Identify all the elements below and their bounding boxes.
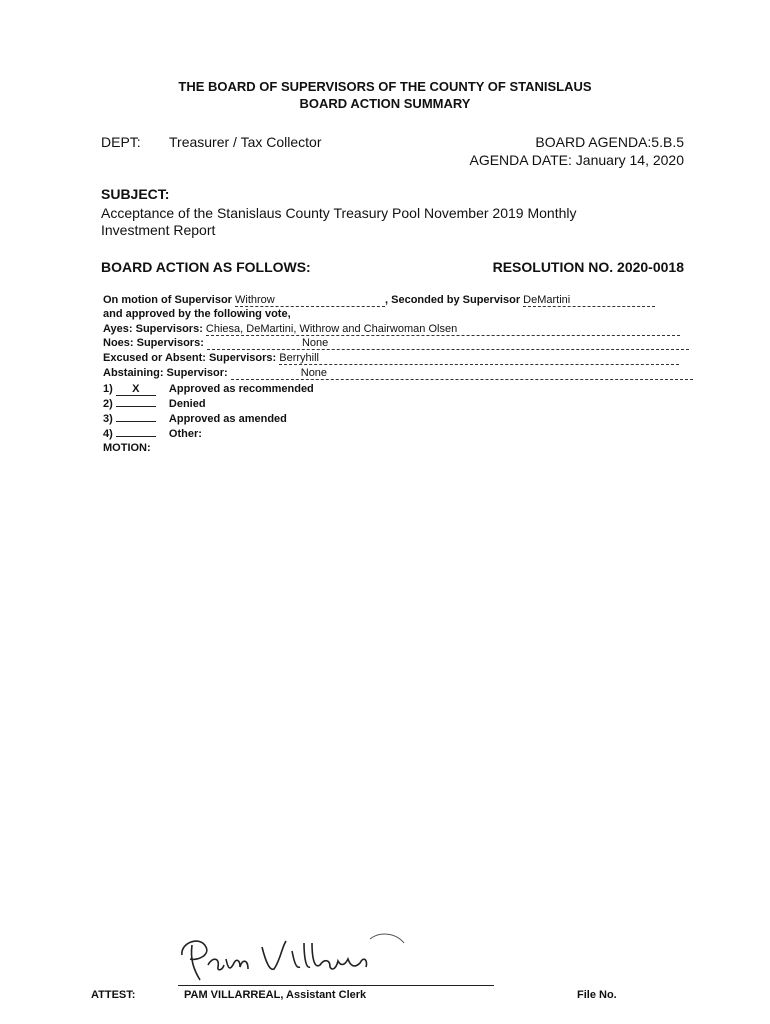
signer-name: PAM VILLARREAL, Assistant Clerk bbox=[184, 989, 367, 1001]
noes-value: None bbox=[207, 337, 689, 350]
noes-line bbox=[103, 337, 689, 350]
option-label: Other: bbox=[168, 428, 202, 440]
noes-label: Noes: Supervisors: bbox=[103, 337, 204, 349]
seconded-by: DeMartini bbox=[523, 294, 655, 307]
dept-value: Treasurer / Tax Collector bbox=[169, 134, 322, 150]
motion-line bbox=[103, 294, 655, 307]
document-subtitle: BOARD ACTION SUMMARY bbox=[299, 96, 471, 111]
option-label: Denied bbox=[168, 398, 206, 410]
subject-line-2: Investment Report bbox=[101, 222, 216, 238]
option-num: 3) bbox=[103, 413, 113, 425]
option-num: 4) bbox=[103, 428, 113, 440]
excused-line bbox=[103, 352, 679, 365]
option-mark bbox=[116, 421, 156, 422]
abstaining-line bbox=[103, 367, 693, 380]
agenda-date: AGENDA DATE: January 14, 2020 bbox=[469, 152, 684, 168]
option-mark bbox=[116, 406, 156, 407]
approved-vote-text: and approved by the following vote, bbox=[103, 308, 291, 320]
resolution-number: RESOLUTION NO. 2020-0018 bbox=[492, 259, 684, 275]
attest-label: ATTEST: bbox=[91, 989, 136, 1001]
motion-footer: MOTION: bbox=[103, 442, 151, 454]
ayes-value: Chiesa, DeMartini, Withrow and Chairwoman Olsen bbox=[206, 323, 680, 336]
option-3 bbox=[103, 413, 287, 425]
ayes-label: Ayes: Supervisors: bbox=[103, 323, 203, 335]
subject-label: SUBJECT: bbox=[101, 186, 170, 202]
abstaining-label: Abstaining: Supervisor: bbox=[103, 367, 228, 379]
option-num: 2) bbox=[103, 398, 113, 410]
ayes-line bbox=[103, 323, 680, 336]
motion-by: Withrow bbox=[235, 294, 385, 307]
board-agenda: BOARD AGENDA:5.B.5 bbox=[535, 134, 684, 150]
signature-line bbox=[178, 985, 494, 986]
option-4 bbox=[103, 428, 202, 440]
excused-value: Berryhill bbox=[279, 352, 679, 365]
option-num: 1) bbox=[103, 383, 113, 395]
document-title: THE BOARD OF SUPERVISORS OF THE COUNTY OF STANISLAUS bbox=[178, 79, 592, 94]
motion-label: On motion of Supervisor bbox=[103, 294, 232, 306]
option-label: Approved as amended bbox=[168, 413, 287, 425]
option-mark bbox=[116, 436, 156, 437]
file-number-label: File No. bbox=[577, 989, 617, 1001]
dept-label: DEPT: bbox=[101, 134, 141, 150]
option-mark: X bbox=[116, 383, 156, 396]
seconded-label: , Seconded by Supervisor bbox=[385, 294, 521, 306]
signature-image bbox=[170, 925, 420, 987]
option-label: Approved as recommended bbox=[168, 383, 314, 395]
abstaining-value: None bbox=[231, 367, 693, 380]
board-action-label: BOARD ACTION AS FOLLOWS: bbox=[101, 259, 311, 275]
option-2 bbox=[103, 398, 206, 410]
option-1 bbox=[103, 383, 314, 396]
excused-label: Excused or Absent: Supervisors: bbox=[103, 352, 277, 364]
subject-line-1: Acceptance of the Stanislaus County Treasury Pool November 2019 Monthly bbox=[101, 205, 577, 221]
